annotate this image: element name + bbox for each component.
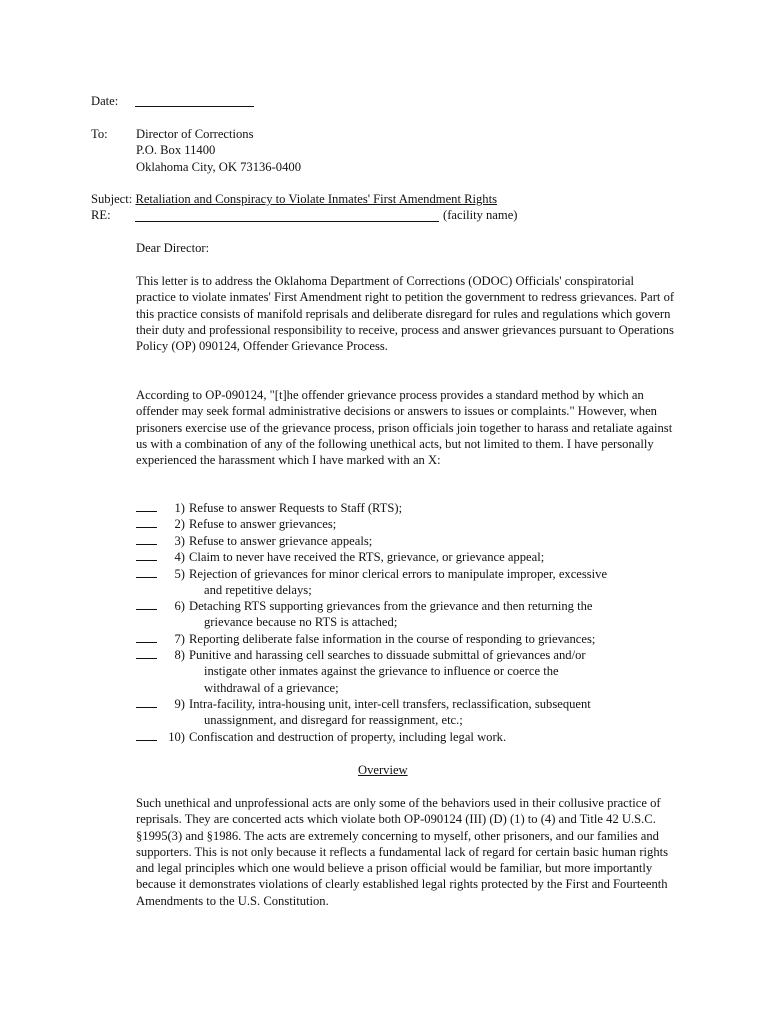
facility-hint: (facility name) [443, 208, 518, 222]
item-text: Detaching RTS supporting grievances from the grievance and then returning the [189, 599, 593, 613]
item-number: 7) [174, 632, 185, 646]
list-item [136, 729, 506, 745]
checkbox-blank[interactable] [136, 566, 157, 578]
date-blank-line[interactable] [135, 106, 254, 107]
checkbox-blank[interactable] [136, 647, 157, 659]
checkbox-blank[interactable] [136, 696, 157, 708]
policy-paragraph: According to OP-090124, "[t]he offender grievance process provides a standard method by which an offender may seek formal administrative decisions or answers to issues or complaints." However, when prisoners exercise use of the grievance process, prison officials join together to harass and retaliate against us with a combination of any of the following unethical acts, but not limited to them. I have personally experienced the harassment which I have marked with an X: [136, 388, 673, 468]
item-number: 1) [174, 501, 185, 515]
item-text-continued: grievance because no RTS is attached; [204, 615, 398, 630]
list-item [136, 500, 402, 516]
to-label: To: [91, 127, 108, 141]
recipient-name: Director of Corrections [136, 127, 254, 141]
item-number: 9) [174, 697, 185, 711]
recipient-city: Oklahoma City, OK 73136-0400 [136, 160, 301, 174]
item-text: Refuse to answer grievances; [189, 517, 337, 531]
item-text: Confiscation and destruction of property, including legal work. [189, 730, 507, 744]
item-text-continued: instigate other inmates against the grievance to influence or coerce the [204, 664, 559, 679]
list-item [136, 549, 544, 565]
item-text-continued: unassignment, and disregard for reassignment, etc.; [204, 713, 463, 728]
overview-heading: Overview [358, 763, 408, 777]
checkbox-blank[interactable] [136, 729, 157, 741]
recipient-po-box: P.O. Box 11400 [136, 143, 216, 157]
item-number: 2) [174, 517, 185, 531]
item-text-continued: withdrawal of a grievance; [204, 680, 339, 695]
item-text: Claim to never have received the RTS, grievance, or grievance appeal; [189, 550, 545, 564]
item-number: 8) [174, 648, 185, 662]
checkbox-blank[interactable] [136, 631, 157, 643]
overview-paragraph: Such unethical and unprofessional acts are only some of the behaviors used in their collusive practice of reprisals. They are concerted acts which violate both OP-090124 (III) (D) (1) to (4) and Title 42 U.S.C. §1995(3) and §1986. The acts are extremely concerning to myself, other prisoners, and our families and supporters. This is not only because it reflects a fundamental lack of regard for certain basic human rights and legal principles which one would believe a prison official would be familiar, but more importantly because it demonstrates violations of clearly established legal rights protected by the First and Fourteenth Amendments to the U.S. Constitution. [136, 796, 669, 908]
item-text: Refuse to answer Requests to Staff (RTS); [189, 501, 403, 515]
item-number: 3) [174, 534, 185, 548]
list-item [136, 566, 607, 599]
subject-label: Subject: [91, 192, 133, 206]
checkbox-blank[interactable] [136, 500, 157, 512]
item-number: 4) [174, 550, 185, 564]
item-number: 10) [168, 730, 185, 744]
list-item [136, 516, 336, 532]
list-item [136, 533, 372, 549]
checkbox-blank[interactable] [136, 598, 157, 610]
item-text: Intra-facility, intra-housing unit, inter-cell transfers, reclassification, subsequent [189, 697, 591, 711]
intro-paragraph: This letter is to address the Oklahoma Department of Corrections (ODOC) Officials' conspiratorial practice to violate inmates' First Amendment right to petition the government to redress grievances. Part of this practice consists of manifold reprisals and deliberate disregard for rules and regulations which govern their duty and professional responsibility to receive, process and answer grievances pursuant to Operations Policy (OP) 090124, Offender Grievance Process. [136, 274, 675, 354]
item-text-continued: and repetitive delays; [204, 583, 312, 598]
item-number: 5) [174, 567, 185, 581]
checkbox-blank[interactable] [136, 533, 157, 545]
item-text: Rejection of grievances for minor clerical errors to manipulate improper, excessive [189, 567, 608, 581]
date-label: Date: [91, 94, 119, 108]
item-text: Punitive and harassing cell searches to dissuade submittal of grievances and/or [189, 648, 586, 662]
checkbox-blank[interactable] [136, 516, 157, 528]
facility-blank-line[interactable] [135, 221, 439, 222]
re-label: RE: [91, 208, 111, 222]
item-text: Reporting deliberate false information in the course of responding to grievances; [189, 632, 596, 646]
checkbox-blank[interactable] [136, 549, 157, 561]
subject-text: Retaliation and Conspiracy to Violate Inmates' First Amendment Rights [135, 192, 497, 206]
list-item [136, 598, 593, 631]
subject-line [91, 191, 497, 207]
salutation: Dear Director: [136, 241, 210, 255]
list-item [136, 631, 595, 647]
list-item [136, 647, 586, 696]
item-text: Refuse to answer grievance appeals; [189, 534, 373, 548]
item-number: 6) [174, 599, 185, 613]
list-item [136, 696, 591, 729]
